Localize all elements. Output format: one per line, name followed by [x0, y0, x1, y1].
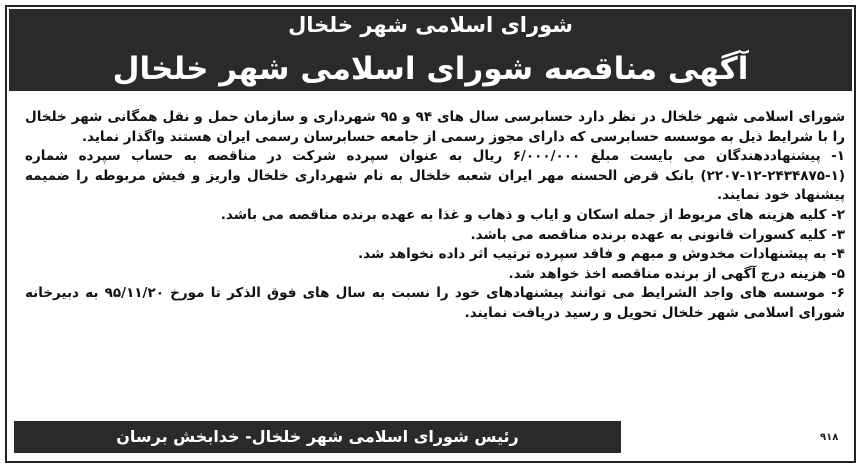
notice-code: ۹۱۸ [820, 432, 839, 443]
condition-item-4: ۴- به پیشنهادات مخدوش و مبهم و فاقد سپرده ترتیب اثر داده نخواهد شد. [358, 246, 845, 263]
notice-title: آگهی مناقصه شورای اسلامی شهر خلخال [112, 51, 749, 87]
notice-intro: شورای اسلامی شهر خلخال در نظر دارد حسابرسی سال های ۹۴ و ۹۵ شهرداری و سازمان حمل و نقل همگانی شهر خلخال را با شرایط ذیل به موسسه حسابرسی که دارای مجوز رسمی از جامعه حسابرسان رسمی ایران هستند واگذار نماید. [25, 109, 846, 145]
condition-item-3: ۳- کلیه کسورات قانونی به عهده برنده مناقصه می باشد. [470, 226, 845, 243]
council-name: شورای اسلامی شهر خلخال [288, 13, 573, 37]
condition-item-2: ۲- کلیه هزینه های مربوط از جمله اسکان و ایاب و ذهاب و غذا به عهده برنده مناقصه می باشد. [220, 206, 845, 223]
condition-item-1: ۱- پیشنهاددهندگان می بایست مبلغ ۶/۰۰۰/۰۰۰ ریال به عنوان سپرده شرکت در مناقصه به حساب سپرده شماره (۱-۲۴۳۴۸۷۵-۱۲-۲۲۰۷) بانک قرض الحسنه مهر ایران شعبه خلخال به نام شهرداری خلخال واریز و فیش مربوطه را ضمیمه پیشنهاد خود نمایند. [25, 148, 845, 204]
notice-body [25, 108, 845, 324]
notice-header [9, 9, 852, 91]
condition-item-6: ۶- موسسه های واجد الشرایط می توانند پیشنهادهای خود را نسبت به سال های فوق الذکر تا مورخ ۹۵/۱۱/۲۰ به دبیرخانه شورای اسلامی شهر خلخال تحویل و رسید دریافت نمایند. [25, 285, 845, 321]
signature-bar: رئیس شورای اسلامی شهر خلخال- خدابخش برسان [14, 421, 621, 453]
condition-item-5: ۵- هزینه درج آگهی از برنده مناقصه اخذ خواهد شد. [508, 265, 845, 282]
